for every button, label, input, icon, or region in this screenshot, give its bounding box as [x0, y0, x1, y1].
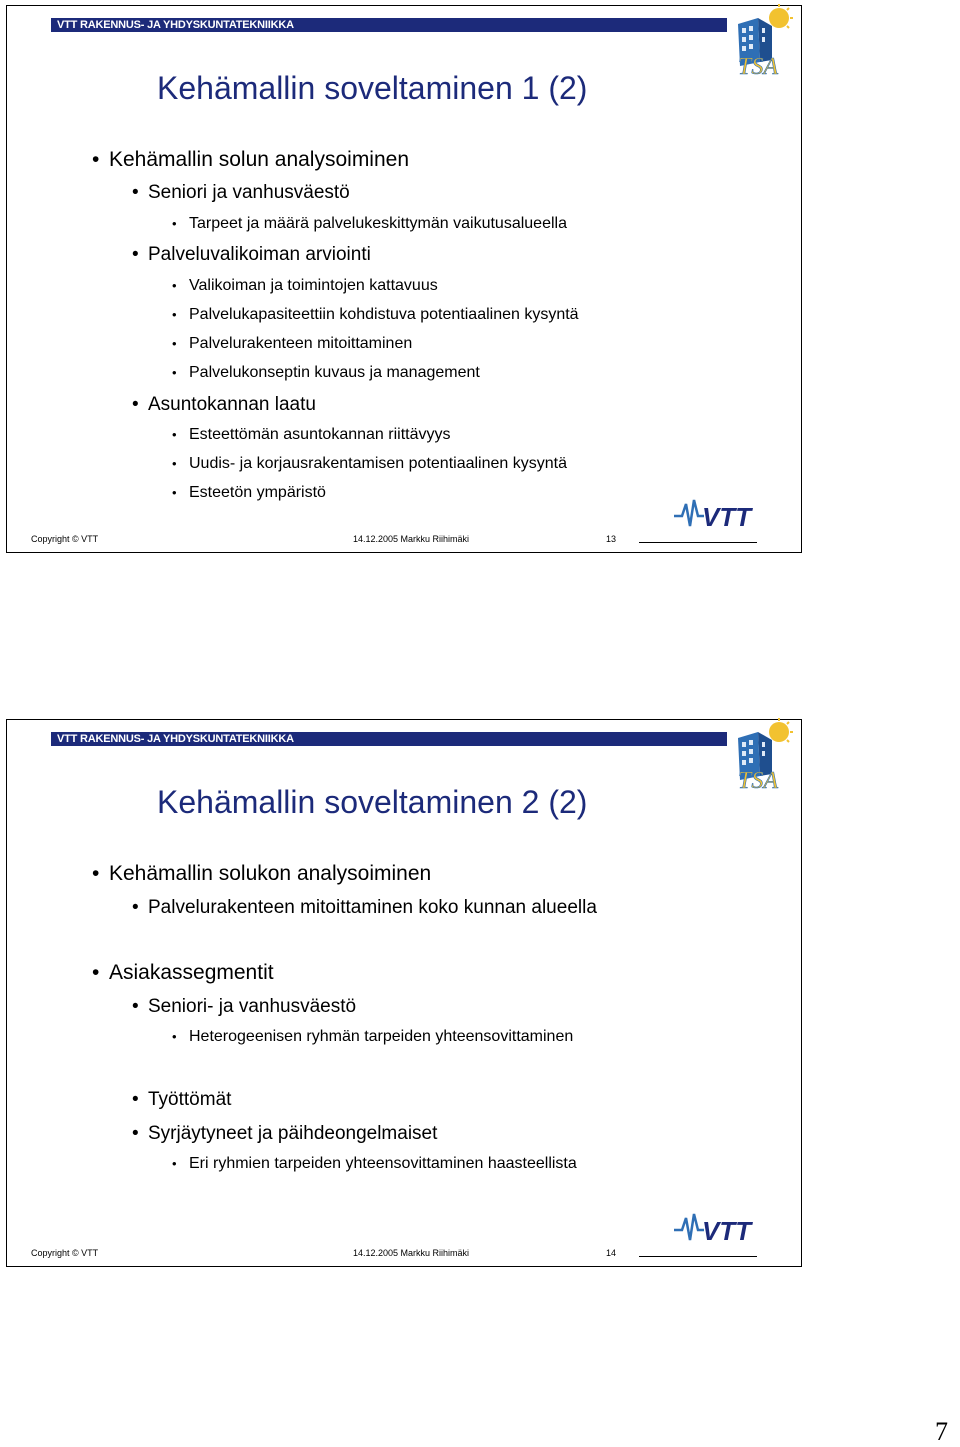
- footer-rule: [639, 1256, 757, 1257]
- bullet-l3: • Heterogeenisen ryhmän tarpeiden yhteensovittaminen: [172, 1028, 574, 1045]
- bullet-l3: • Palvelukonseptin kuvaus ja management: [172, 364, 480, 381]
- bullet-l2: • Syrjäytyneet ja päihdeongelmaiset: [132, 1123, 438, 1144]
- bullet-l3: • Valikoiman ja toimintojen kattavuus: [172, 277, 438, 294]
- vtt-logo-text: VTT: [702, 502, 752, 532]
- header-org-text: VTT RAKENNUS- JA YHDYSKUNTATEKNIIKKA: [57, 733, 294, 745]
- bullet-l2: • Seniori- ja vanhusväestö: [132, 996, 357, 1017]
- footer-slide-number: 13: [606, 534, 617, 544]
- slide-title: Kehämallin soveltaminen 2 (2): [157, 784, 588, 820]
- bullet-l3: • Esteetön ympäristö: [172, 484, 326, 501]
- tsa-logo: [722, 718, 800, 796]
- bullet-l3: • Tarpeet ja määrä palvelukeskittymän vaikutusalueella: [172, 215, 567, 232]
- header-bar: [51, 732, 727, 746]
- vtt-logo: [672, 496, 772, 532]
- slide-title: Kehämallin soveltaminen 1 (2): [157, 70, 588, 106]
- header-bar: [51, 18, 727, 32]
- footer-slide-number: 14: [606, 1248, 617, 1258]
- tsa-logo-text: TSA: [738, 54, 779, 80]
- footer-copyright: Copyright © VTT: [31, 1248, 99, 1258]
- footer-date-author: 14.12.2005 Markku Riihimäki: [353, 534, 470, 544]
- bullet-l2: • Palveluvalikoiman arviointi: [132, 244, 371, 265]
- slide-14: [6, 719, 802, 1267]
- bullet-l3: • Palvelukapasiteettiin kohdistuva potentiaalinen kysyntä: [172, 306, 579, 323]
- bullet-l2: • Asuntokannan laatu: [132, 394, 316, 415]
- bullet-l3: • Esteettömän asuntokannan riittävyys: [172, 426, 451, 443]
- vtt-logo-text: VTT: [702, 1216, 752, 1246]
- bullet-l1: • Kehämallin solun analysoiminen: [92, 148, 410, 171]
- bullet-l3: • Uudis- ja korjausrakentamisen potentiaalinen kysyntä: [172, 455, 567, 472]
- bullet-l1: • Asiakassegmentit: [92, 961, 274, 984]
- footer-copyright: Copyright © VTT: [31, 534, 99, 544]
- bullet-l2: • Työttömät: [132, 1089, 232, 1110]
- tsa-logo: [722, 4, 800, 82]
- tsa-logo-text: TSA: [738, 768, 779, 794]
- bullet-l2: • Seniori ja vanhusväestö: [132, 182, 350, 203]
- footer-rule: [639, 542, 757, 543]
- vtt-logo: [672, 1210, 772, 1246]
- slide-13: [6, 5, 802, 553]
- header-org-text: VTT RAKENNUS- JA YHDYSKUNTATEKNIIKKA: [57, 19, 294, 31]
- bullet-l1: • Kehämallin solukon analysoiminen: [92, 862, 432, 885]
- footer-date-author: 14.12.2005 Markku Riihimäki: [353, 1248, 470, 1258]
- bullet-l2: • Palvelurakenteen mitoittaminen koko kunnan alueella: [132, 897, 597, 918]
- bullet-l3: • Eri ryhmien tarpeiden yhteensovittaminen haasteellista: [172, 1155, 577, 1172]
- page-number: 7: [935, 1417, 948, 1446]
- bullet-l3: • Palvelurakenteen mitoittaminen: [172, 335, 413, 352]
